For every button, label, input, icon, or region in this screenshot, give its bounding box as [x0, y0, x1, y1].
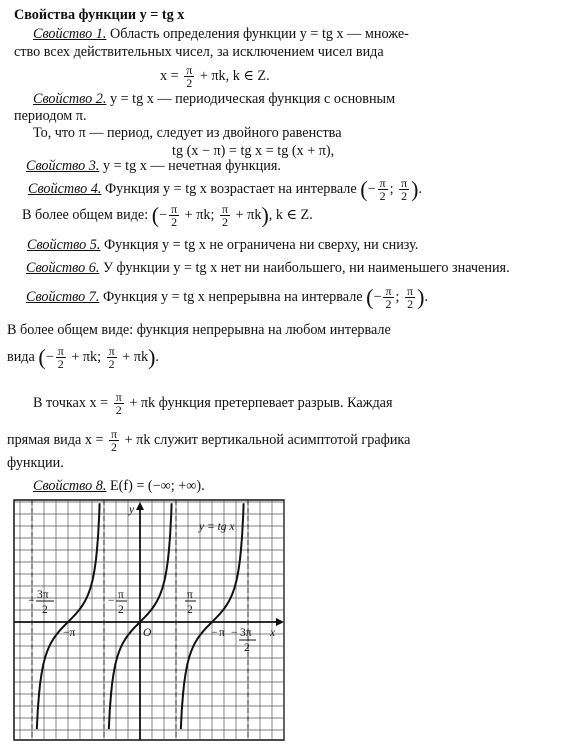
property-3-label: Свойство 3. — [26, 158, 100, 174]
property-3: Свойство 3. y = tg x — нечетная функция. — [26, 158, 281, 174]
property-6: Свойство 6. У функции y = tg x нет ни наибольшего, ни наименьшего значения. — [26, 260, 510, 276]
property-2-line-2: периодом π. — [14, 108, 87, 124]
property-1-line-2: ство всех действительных чисел, за исключением чисел вида — [14, 44, 384, 60]
property-2-line-3: То, что π — период, следует из двойного равенства — [33, 125, 342, 141]
tick-neg-pi2-minus: − — [108, 595, 115, 607]
property-5-label: Свойство 5. — [27, 237, 101, 253]
property-8-label: Свойство 8. — [33, 478, 107, 494]
property-1-formula: x = $\frac{\pi}{2}$ + πk, k ∈ Z. — [160, 63, 270, 91]
origin-label: O — [143, 627, 152, 639]
property-2-label: Свойство 2. — [33, 91, 107, 107]
y-axis-arrow — [136, 502, 144, 510]
property-7-after-2: вида (− $\frac{\pi}{2}$ + πk; $\frac{\pi}{2}$ + πk). — [7, 344, 159, 372]
property-1-text: Область определения функции y = tg x — множе- — [109, 26, 409, 42]
property-7: Свойство 7. Функция y = tg x непрерывна на интервале (− $\frac{\pi}{2}$ ; $\frac{\pi}{2}$ ). — [26, 284, 428, 312]
x-axis-arrow — [276, 618, 284, 626]
property-1-label: Свойство 1. — [33, 26, 107, 42]
property-8: Свойство 8. E(f) = (−∞; +∞). — [33, 478, 205, 494]
tick-pos-3pi2-den: 2 — [244, 642, 250, 654]
tick-neg-pi2-den: 2 — [118, 604, 124, 616]
curve-label: y = tg x — [199, 521, 235, 533]
tick-pos-pi2-den: 2 — [187, 604, 193, 616]
discontinuity-line-3: функции. — [7, 455, 64, 471]
property-2-formula: tg (x − π) = tg x = tg (x + π), — [172, 143, 335, 159]
x-axis-label: x — [270, 627, 276, 639]
tick-neg-pi: −π — [63, 627, 76, 639]
tick-pos-3pi2-minus: − — [231, 627, 238, 639]
tick-pos-pi: π — [219, 627, 225, 639]
tick-neg-pi2-num: π — [118, 589, 124, 601]
property-4: Свойство 4. Функция y = tg x возрастает на интервале (− $\frac{\pi}{2}$ ; $\frac{\pi}{2}$ ). — [28, 176, 423, 204]
tick-neg-3pi2-den: 2 — [42, 604, 48, 616]
tick-pos-pi-minus: − — [211, 627, 218, 639]
discontinuity-line-2: прямая вида x = $\frac{\pi}{2}$ + πk служит вертикальной асимптотой графика — [7, 427, 411, 455]
graph-axes — [14, 500, 284, 740]
page-title: Свойства функции y = tg x — [14, 7, 185, 23]
discontinuity-line-1: В точках x = $\frac{\pi}{2}$ + πk функция претерпевает разрыв. Каждая — [33, 390, 393, 418]
property-7-after-1: В более общем виде: функция непрерывна на любом интервале — [7, 322, 391, 338]
tick-neg-3pi2-minus: − — [28, 595, 35, 607]
property-4-general: В более общем виде: (− $\frac{\pi}{2}$ + πk; $\frac{\pi}{2}$ + πk), k ∈ Z. — [22, 202, 313, 230]
graph-grid — [14, 500, 284, 740]
property-6-label: Свойство 6. — [26, 260, 100, 276]
property-7-label: Свойство 7. — [26, 289, 100, 305]
property-4-label: Свойство 4. — [28, 181, 102, 197]
tick-neg-3pi2-num: 3π — [37, 589, 49, 601]
y-axis-label: y — [129, 504, 135, 516]
graph-frame — [14, 500, 284, 740]
property-5: Свойство 5. Функция y = tg x не ограничена ни сверху, ни снизу. — [27, 237, 419, 253]
property-2-line-1: Свойство 2. y = tg x — периодическая функция с основным — [33, 91, 396, 107]
tick-pos-3pi2-num: 3π — [240, 627, 252, 639]
tick-pos-pi2-num: π — [187, 589, 193, 601]
